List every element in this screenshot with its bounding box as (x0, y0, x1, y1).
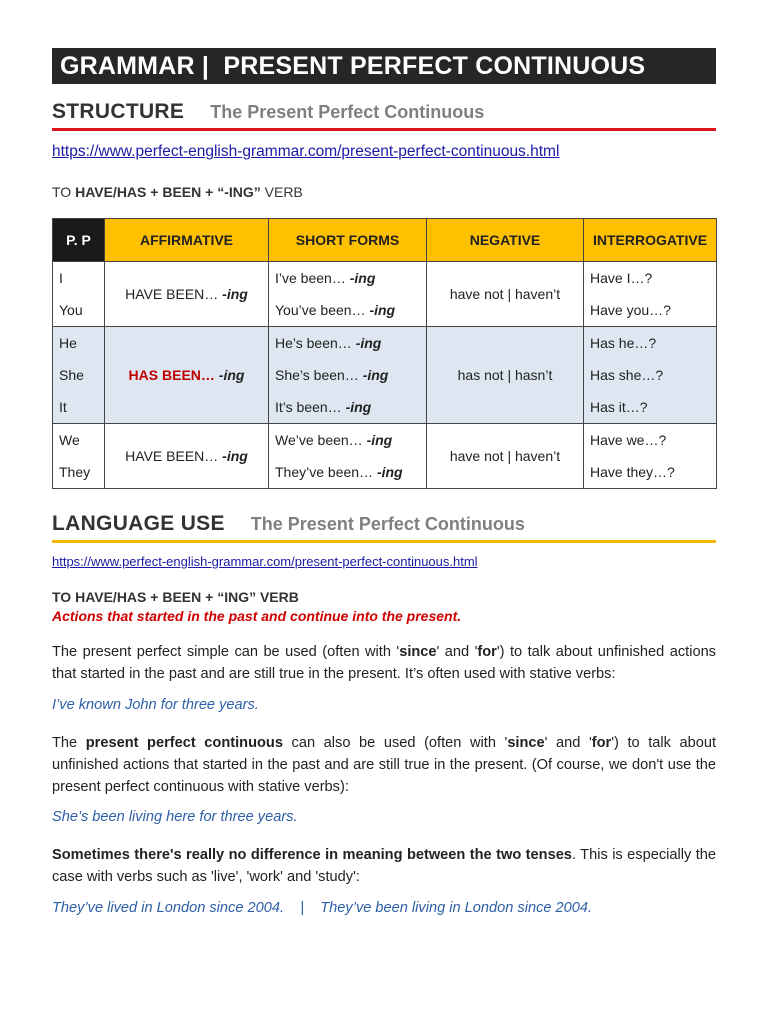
short-form: It’s been… (275, 399, 342, 415)
pronoun: It (59, 399, 67, 415)
pronoun-cell (53, 262, 105, 327)
formula-post: VERB (260, 184, 303, 200)
ing-suffix: -ing (218, 367, 245, 383)
ing-suffix: -ing (369, 302, 396, 318)
interrogative-cell (584, 424, 717, 489)
para3-rest: . This is especially the case with verbs such as 'live', 'work' and 'study': (52, 847, 716, 885)
language-use-formula: TO HAVE/HAS + BEEN + “ING” VERB (52, 589, 299, 605)
table-header-row (53, 219, 717, 262)
affirmative-form: HAVE BEEN… (125, 286, 219, 302)
affirmative-cell (105, 424, 269, 489)
page-title: GRAMMAR | PRESENT PERFECT CONTINUOUS (52, 48, 716, 84)
pronoun: We (59, 432, 80, 448)
short-form: She’s been… (275, 367, 359, 383)
header-short-forms: SHORT FORMS (269, 219, 427, 262)
para1-text-a: The present perfect simple can be used (often with ' (52, 644, 400, 660)
pronoun: She (59, 367, 84, 383)
affirmative-form: HAS BEEN… (128, 367, 215, 383)
language-use-subtitle: The Present Perfect Continuous (250, 514, 525, 534)
short-form: They’ve been… (275, 464, 374, 480)
para3-bold: Sometimes there's really no difference in meaning between the two tenses (52, 847, 572, 863)
pronoun: They (59, 464, 91, 480)
para2-text-c: ' and ' (544, 735, 592, 751)
pronoun: You (59, 302, 83, 318)
structure-heading (52, 100, 716, 128)
para2-text-a: The (52, 735, 86, 751)
short-form: I’ve been… (275, 270, 346, 286)
language-use-heading (52, 512, 716, 540)
ing-suffix: -ing (355, 335, 382, 351)
paragraph-1 (52, 641, 716, 685)
ing-suffix: -ing (222, 286, 248, 302)
short-form: He’s been… (275, 335, 352, 351)
ing-suffix: -ing (222, 448, 248, 464)
table-row (53, 327, 717, 424)
interrogative-cell (584, 327, 717, 424)
ing-suffix: -ing (345, 399, 372, 415)
table-row (53, 262, 717, 327)
negative-cell: have not | haven’t (427, 424, 584, 489)
para1-since: since (399, 644, 437, 660)
formula-bold: HAVE/HAS + BEEN + “-ING” (75, 184, 261, 200)
header-pp: P. P (53, 219, 105, 262)
language-use-link[interactable]: https://www.perfect-english-grammar.com/present-perfect-continuous.html (52, 554, 478, 569)
pronoun-cell (53, 327, 105, 424)
para2-since: since (507, 735, 545, 751)
table-row (53, 424, 717, 489)
language-use-rule (52, 540, 716, 543)
ing-suffix: -ing (349, 270, 376, 286)
question: Have they…? (590, 464, 675, 480)
para1-text-c: ') to talk about unfinished actions that started in the past and are still true in the present. It’s often used with stative verbs: (52, 644, 716, 682)
ing-suffix: -ing (362, 367, 389, 383)
question: Have you…? (590, 302, 671, 318)
paragraph-2 (52, 732, 716, 798)
header-negative: NEGATIVE (427, 219, 584, 262)
para1-text-b: ' and ' (436, 644, 478, 660)
structure-subtitle: The Present Perfect Continuous (210, 102, 485, 122)
language-use-title: LANGUAGE USE (52, 512, 225, 535)
short-form: We’ve been… (275, 432, 363, 448)
pronoun-cell (53, 424, 105, 489)
para2-text-b: can also be used (often with ' (282, 735, 508, 751)
interrogative-cell (584, 262, 717, 327)
language-use-definition: Actions that started in the past and continue into the present. (52, 608, 462, 624)
short-forms-cell (269, 424, 427, 489)
para2-text-d: ') to talk about unfinished actions that started in the past and are still true in the present. (Of course, we don't use the present perfect continuous with stative verbs): (52, 735, 717, 795)
question: Has it…? (590, 399, 648, 415)
para1-for: for (477, 644, 497, 660)
structure-link[interactable]: https://www.perfect-english-grammar.com/present-perfect-continuous.html (52, 143, 560, 160)
formula-pre: TO (52, 184, 76, 200)
paragraph-3 (52, 844, 716, 888)
negative-cell: have not | haven’t (427, 262, 584, 327)
question: Has he…? (590, 335, 657, 351)
para2-bold: present perfect continuous (85, 735, 283, 751)
conjugation-table (52, 218, 717, 489)
affirmative-form: HAVE BEEN… (125, 448, 219, 464)
structure-rule (52, 128, 716, 131)
short-forms-cell (269, 327, 427, 424)
ing-suffix: -ing (376, 464, 403, 480)
example-3: They’ve lived in London since 2004. | They’ve been living in London since 2004. (52, 900, 593, 916)
question: Have I…? (590, 270, 653, 286)
structure-formula (52, 184, 303, 200)
pronoun: He (59, 335, 77, 351)
question: Has she…? (590, 367, 664, 383)
header-affirmative: AFFIRMATIVE (105, 219, 269, 262)
example-2: She’s been living here for three years. (52, 809, 298, 825)
short-forms-cell (269, 262, 427, 327)
structure-title: STRUCTURE (52, 100, 185, 123)
para2-for: for (591, 735, 612, 751)
short-form: You’ve been… (275, 302, 366, 318)
pronoun: I (59, 270, 63, 286)
ing-suffix: -ing (366, 432, 393, 448)
negative-cell: has not | hasn’t (427, 327, 584, 424)
affirmative-cell (105, 262, 269, 327)
affirmative-cell (105, 327, 269, 424)
question: Have we…? (590, 432, 667, 448)
header-interrogative: INTERROGATIVE (584, 219, 717, 262)
example-1: I’ve known John for three years. (52, 697, 259, 713)
